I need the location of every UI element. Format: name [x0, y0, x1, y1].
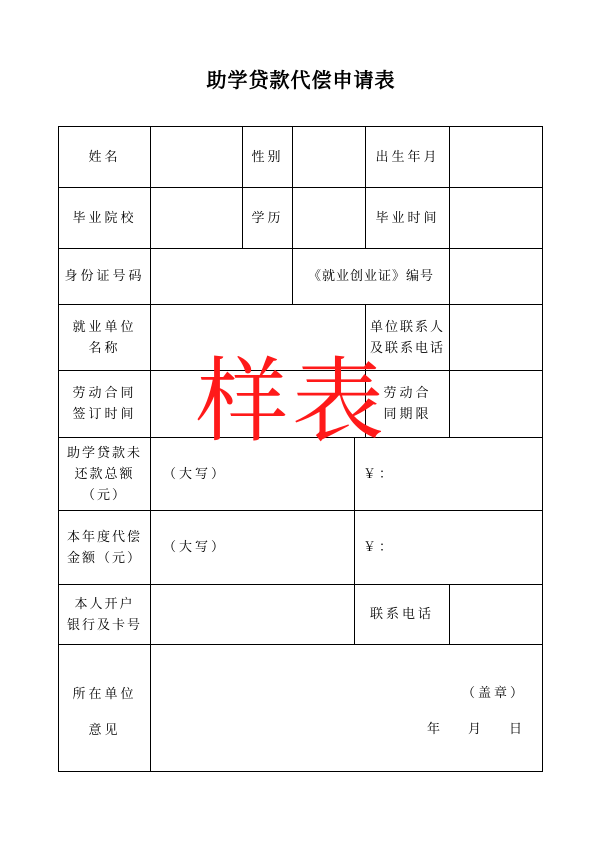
field-annual-compensation-amount[interactable] [354, 510, 543, 585]
label-graduation-time: 毕业时间 [365, 187, 450, 249]
label-contract-term [365, 370, 450, 438]
label-contract-term-line1: 劳动合 [383, 386, 432, 401]
label-loan-unpaid [58, 437, 151, 511]
seal-label: （盖章） [461, 686, 526, 701]
field-contact-phone[interactable] [449, 584, 543, 645]
date-line [427, 718, 522, 737]
label-employer-contact-line1: 单位联系人 [369, 319, 445, 335]
yen-label-1: ￥： [363, 466, 396, 482]
label-employer-contact [365, 304, 450, 371]
field-id-number[interactable] [150, 248, 293, 305]
field-education[interactable] [292, 187, 366, 249]
label-bank-account [58, 584, 151, 645]
field-contract-term[interactable] [449, 370, 543, 438]
label-bank-account-line1: 本人开户 [74, 596, 135, 612]
label-annual-compensation-line1: 本年度代偿 [66, 529, 142, 545]
label-employer-name-line2: 名称 [88, 340, 121, 356]
label-education: 学历 [242, 187, 293, 249]
label-annual-compensation [58, 510, 151, 585]
label-loan-unpaid-line1: 助学贷款未 [66, 445, 142, 461]
field-graduation-time[interactable] [449, 187, 543, 249]
label-unit-opinion-line1: 所在单位 [72, 687, 137, 702]
month-label: 月 [467, 722, 481, 737]
label-loan-unpaid-line3: （元） [81, 487, 127, 503]
label-contract-term-line2: 同期限 [383, 407, 432, 422]
label-employer-name-line1: 就业单位 [72, 319, 137, 335]
form-title: 助学贷款代偿申请表 [206, 68, 396, 92]
field-gender[interactable] [292, 126, 366, 188]
label-loan-unpaid-line2: 还款总额 [74, 466, 135, 482]
year-label: 年 [426, 722, 440, 737]
field-bank-account[interactable] [150, 584, 355, 645]
uppercase-label-2: （大写） [163, 540, 228, 555]
label-unit-opinion-line2: 意见 [88, 723, 121, 738]
day-label: 日 [508, 722, 522, 737]
field-birth-date[interactable] [449, 126, 543, 188]
field-annual-compensation-uppercase[interactable] [150, 510, 355, 585]
label-graduate-school: 毕业院校 [58, 187, 151, 249]
label-employment-cert-no: 《就业创业证》编号 [292, 248, 450, 305]
field-contract-time[interactable] [150, 370, 366, 438]
field-loan-unpaid-uppercase[interactable] [150, 437, 355, 511]
label-annual-compensation-line2: 金额（元） [66, 550, 142, 566]
yen-label-2: ￥： [363, 540, 396, 555]
label-contract-time [58, 370, 151, 438]
uppercase-label-1: （大写） [163, 466, 228, 482]
label-id-number: 身份证号码 [58, 248, 151, 305]
label-name: 姓名 [58, 126, 151, 188]
label-birth-date: 出生年月 [365, 126, 450, 188]
seal-date-block [150, 672, 542, 770]
label-bank-account-line2: 银行及卡号 [66, 617, 142, 633]
label-contact-phone: 联系电话 [354, 584, 450, 645]
label-unit-opinion [58, 644, 151, 772]
field-graduate-school[interactable] [150, 187, 243, 249]
label-employer-contact-line2: 及联系电话 [369, 340, 445, 356]
sample-watermark: 样表 [196, 348, 389, 455]
field-name[interactable] [150, 126, 243, 188]
field-loan-unpaid-amount[interactable] [354, 437, 543, 511]
label-employer-name [58, 304, 151, 371]
label-gender: 性别 [242, 126, 293, 188]
field-employer-contact[interactable] [449, 304, 543, 371]
field-employer-name[interactable] [150, 304, 366, 371]
label-contract-time-line2: 签订时间 [72, 407, 137, 422]
field-employment-cert-no[interactable] [449, 248, 543, 305]
label-contract-time-line1: 劳动合同 [72, 386, 137, 401]
